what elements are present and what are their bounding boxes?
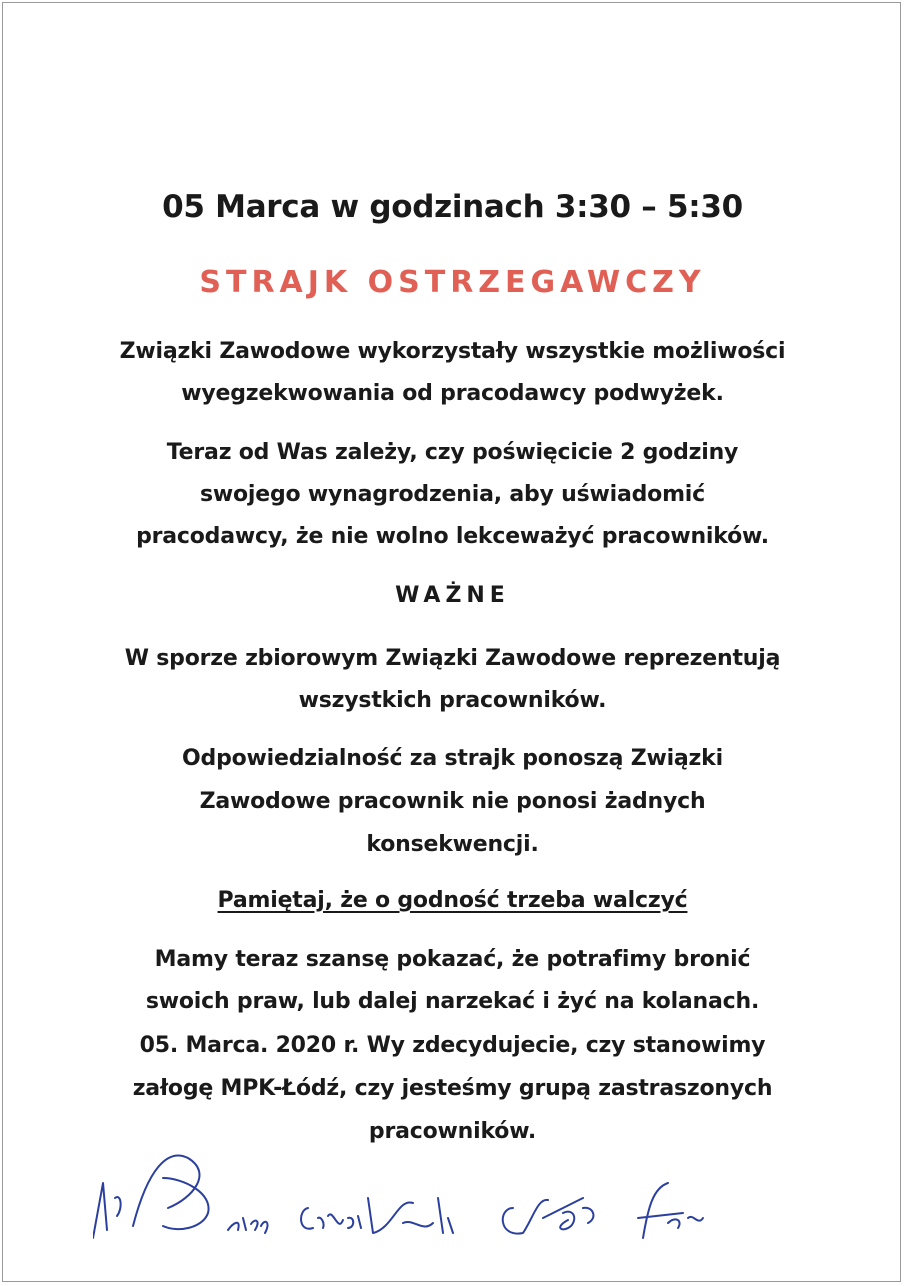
paragraph-1-line-2: wyegzekwowania od pracodawcy podwyżek. [181, 381, 724, 406]
paragraph-3-line-2: wszystkich pracowników. [298, 688, 607, 713]
paragraph-5-line-2: swoich praw, lub dalej narzekać i żyć na kolanach. [145, 989, 760, 1014]
document-page [2, 2, 901, 1282]
paragraph-1-line-1: Związki Zawodowe wykorzystały wszystkie możliwości [119, 339, 786, 364]
signature-4 [503, 1198, 594, 1234]
paragraph-3-line-1: W sporze zbiorowym Związki Zawodowe reprezentują [124, 646, 781, 671]
signatures [93, 1138, 743, 1263]
strike-title: STRAJK OSTRZEGAWCZY [199, 265, 706, 300]
signature-1 [93, 1156, 209, 1238]
paragraph-5-line-1: Mamy teraz szansę pokazać, że potrafimy bronić [154, 947, 751, 972]
paragraph-5-line-5: pracowników. [368, 1119, 537, 1144]
important-label: WAŻNE [395, 583, 510, 608]
signature-2 [228, 1218, 268, 1233]
paragraph-4-line-1: Odpowiedzialność za strajk ponoszą Związki [182, 746, 723, 771]
signature-3 [301, 1198, 453, 1233]
paragraph-2-line-2: swojego wynagrodzenia, aby uświadomić [200, 482, 705, 507]
paragraph-5-line-4: załogę MPK-Łódź, czy jesteśmy grupą zastraszonych [132, 1076, 773, 1101]
paragraph-2-line-3: pracodawcy, że nie wolno lekceważyć pracowników. [136, 524, 769, 549]
paragraph-5-line-3: 05. Marca. 2020 r. Wy zdecydujecie, czy stanowimy [139, 1033, 766, 1058]
paragraph-4-line-2: Zawodowe pracownik nie ponosi żadnych [199, 789, 706, 814]
paragraph-2-line-1: Teraz od Was zależy, czy poświęcicie 2 godziny [166, 440, 739, 465]
underlined-motto: Pamiętaj, że o godność trzeba walczyć [217, 888, 688, 913]
signature-5 [638, 1183, 703, 1238]
paragraph-4-line-3: konsekwencji. [366, 832, 539, 857]
page-title: 05 Marca w godzinach 3:30 – 5:30 [162, 189, 743, 225]
